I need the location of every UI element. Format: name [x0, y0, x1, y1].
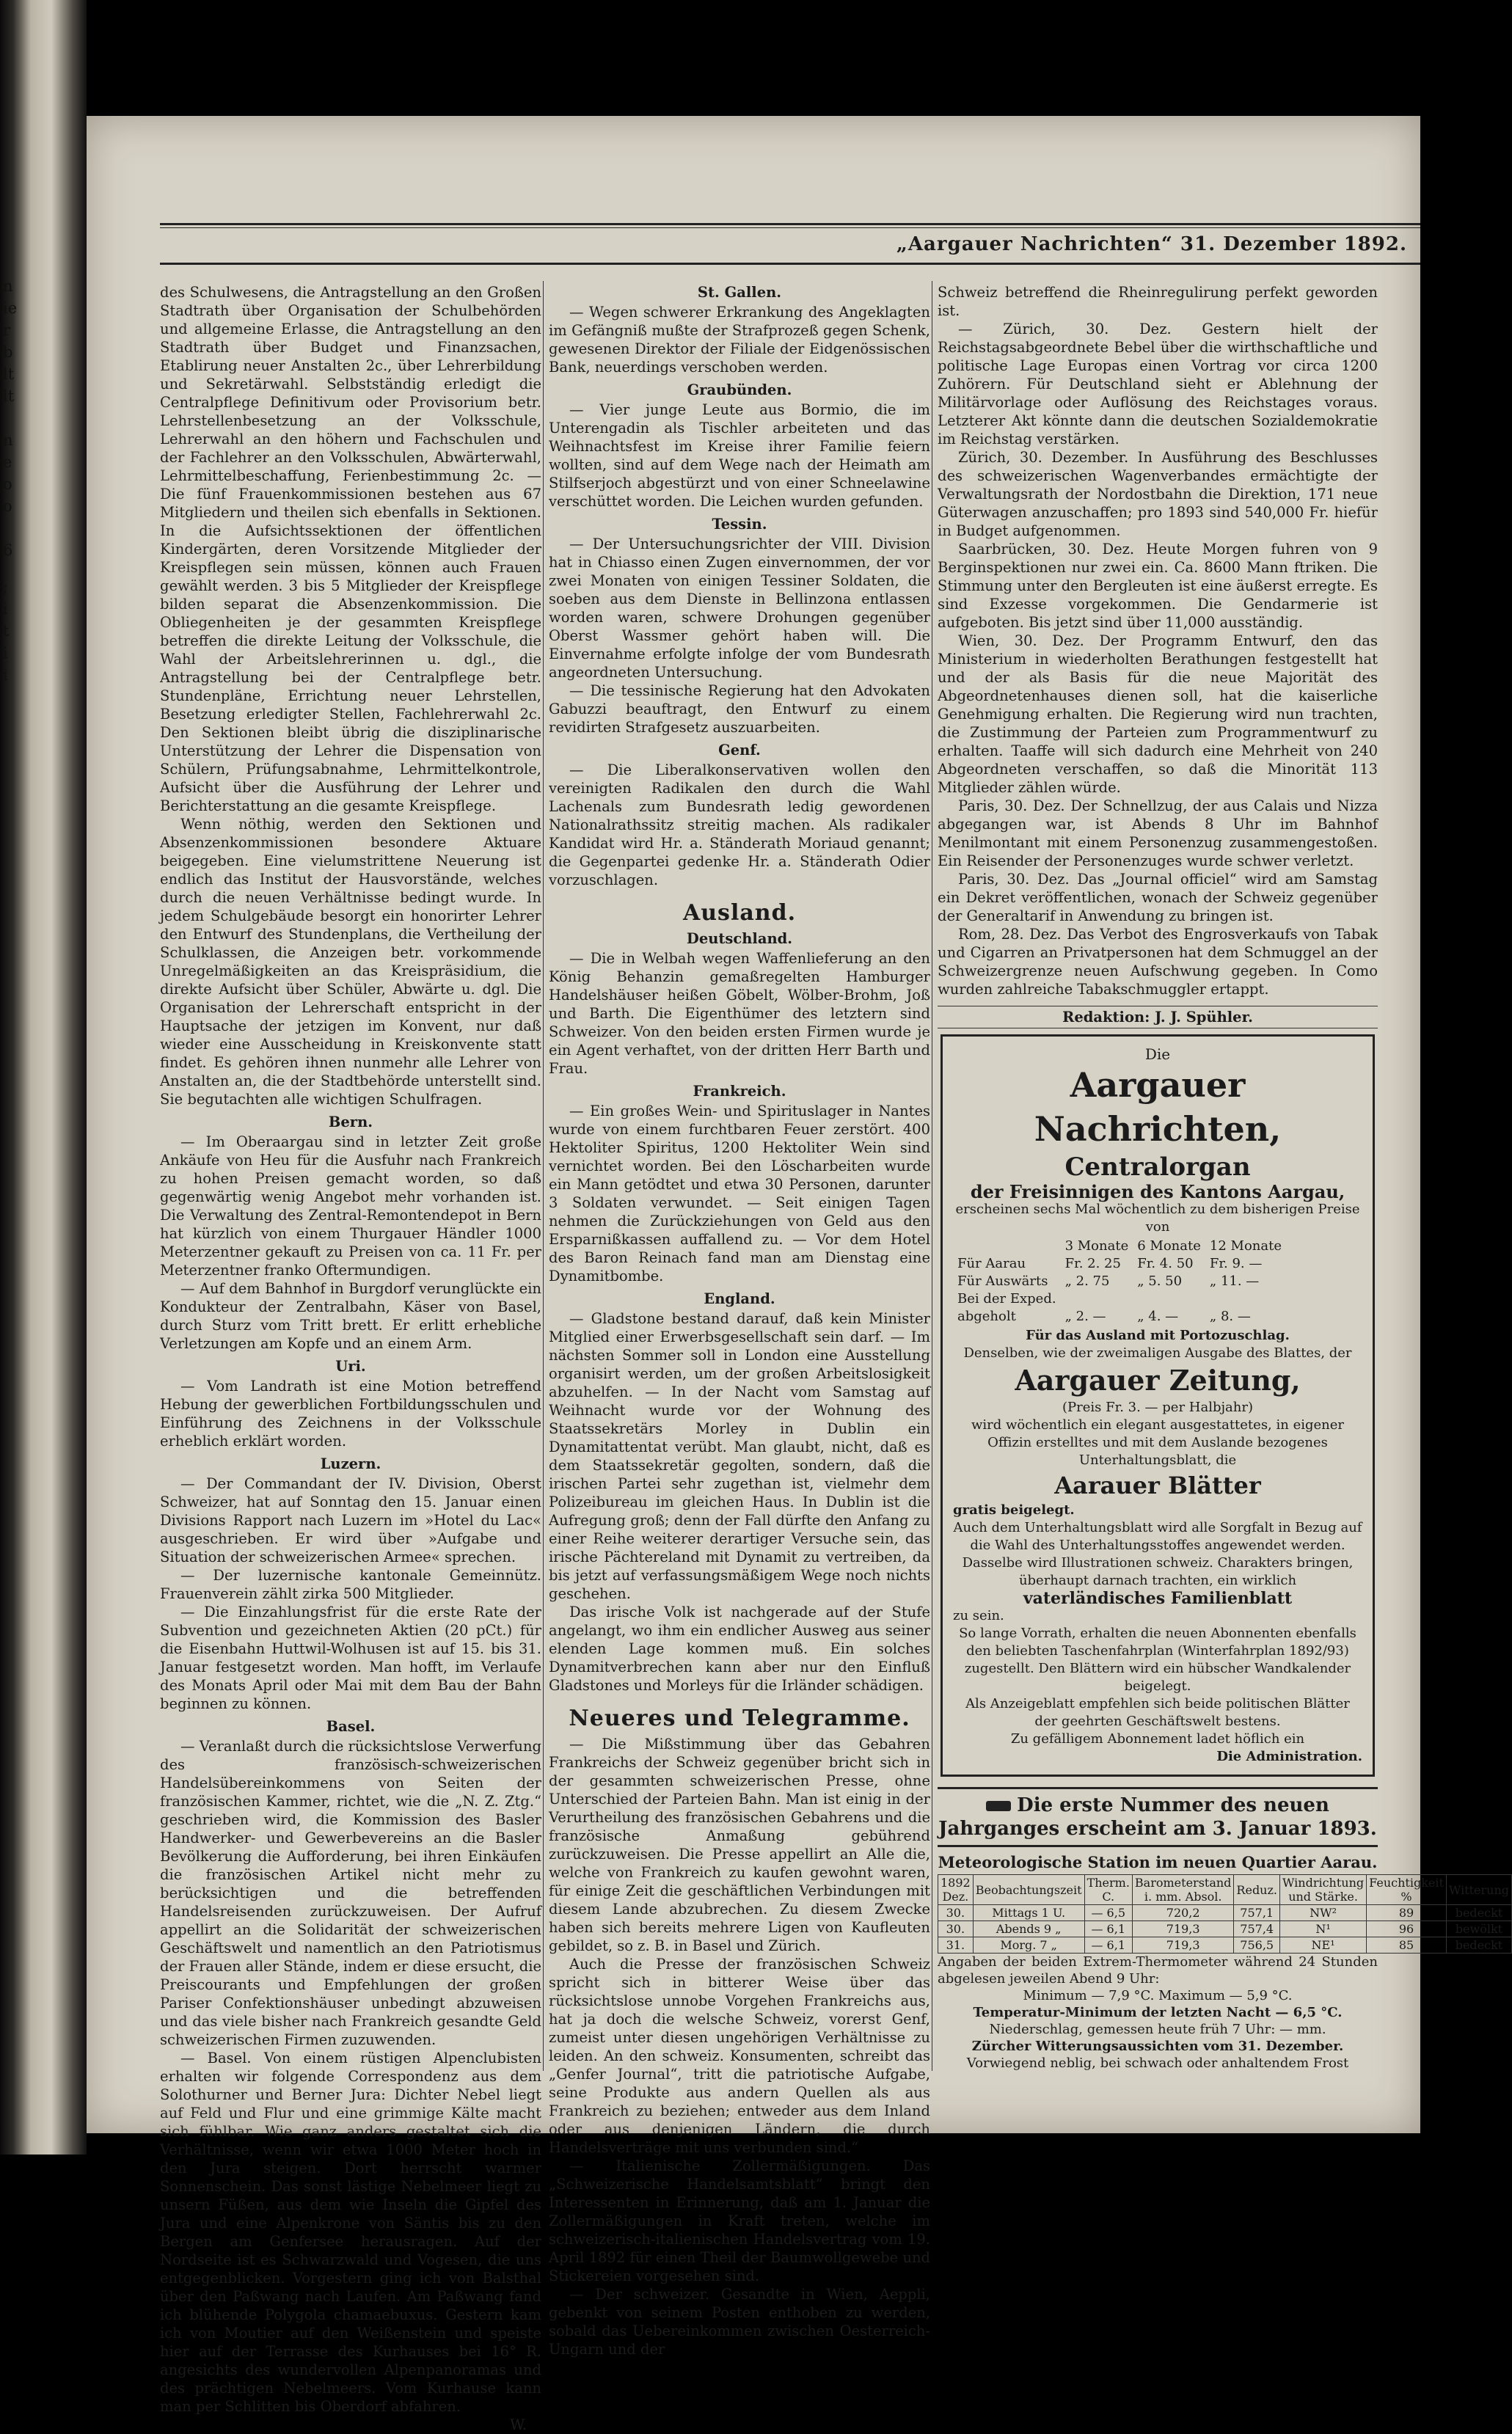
- article-paragraph: — Gladstone bestand darauf, daß kein Minister Mitglied einer Erwerbsgesellschaft sein darf. — Im nächsten Sommer soll in London eine Ausstellung organisirt werden, um der großen Arbeitslosigkeit abzuhelfen. — In der Nacht vom Samstag auf Weihnacht wurde vor der Wohnung des Staatssekretärs Morley in Dublin ein Dynamitattentat verübt. Man glaubt, nicht, daß es dem Staatssekretär gegolten, sondern, daß die irischen Partei sehr zugethan ist, vielmehr dem Polizeibureau im gleichen Haus. In Dublin ist die Aufregung groß; denn der Fall dürfte den Anfang zu einer Reihe weiterer derartiger Versuche sein, das irische Pächtereland mit Dynamit zu vertreiben, da bis jetzt auf verfassungsmäßigem Wege noch nichts geschehen.: [549, 1310, 930, 1602]
- article-paragraph: — Die Mißstimmung über das Gebahren Frankreichs der Schweiz gegenüber bricht sich in der gesammten schweizerischen Presse, ohne Unterschied der Parteien Bahn. Man ist einig in der Verurtheilung des französischen Gebahrens und die französische Anmaßung gebührend zurückzuweisen. Die Presse appellirt an Alle die, welche von Frankreich zu kaufen gewohnt waren, für einige Zeit die geschäftlichen Verbindungen mit diesem Lande abzubrechen. Zu diesem Zwecke haben sich bereits mehrere Ligen von Kaufleuten gebildet, so z. B. in Basel und Zürich.: [549, 1736, 930, 1954]
- article-paragraph: — Italienische Zollermäßigungen. Das „Schweizerische Handelsamtsblatt“ bringt den Interessenten in Erinnerung, daß am 1. Januar die Zollermäßigungen in Kraft treten, welche im schweizerisch-italienischen Handelsvertrag vom 19. April 1892 für einen Theil der Baumwollgewebe und Stickereien vorgesehen sind.: [549, 2157, 930, 2284]
- article-paragraph: Wien, 30. Dez. Der Programm Entwurf, den das Ministerium in wiederholten Berathungen festgestellt hat und der als Basis für die neue Majorität des Abgeordnetenhauses dienen soll, hat die kaiserliche Genehmigung erhalten. Die Regierung wird nun trachten, die Zustimmung der Parteien zum Programmentwurf zu erhalten. Taaffe will sich dadurch eine Mehrheit von 240 Abgeordneten verschaffen, so daß die Minorität 113 Mitglieder zählen würde.: [938, 632, 1378, 796]
- article-paragraph: — Ein großes Wein- und Spirituslager in Nantes wurde von einem furchtbaren Feuer zerstört. 400 Hektoliter Spiritus, 1200 Hektoliter Wein sind vernichtet worden. Bei den Löscharbeiten wurde ein Mann getödtet und etwa 30 Personen, darunter 3 Soldaten verwundet. — Seit einigen Tagen nehmen die Zurückziehungen von Geld aus den Ersparnißkassen auffallend zu. — Vor dem Hotel des Baron Reinach fand man am Dienstag eine Dynamitbombe.: [549, 1103, 930, 1284]
- price-cell: „ 5. 50: [1137, 1273, 1183, 1289]
- weather-cell: 756,5: [1234, 1937, 1280, 1954]
- article-paragraph: — Vom Landrath ist eine Motion betreffend Hebung der gewerblichen Fortbildungsschulen und Einführung des Zeichnens in der Volksschule erheblich erklärt worden.: [160, 1378, 541, 1450]
- left-fragment: lt: [3, 365, 15, 383]
- section-heading-stgallen: St. Gallen.: [697, 284, 782, 301]
- price-col-header: 3 Monate: [1064, 1238, 1129, 1254]
- weather-cell: 757,1: [1234, 1905, 1280, 1921]
- article-paragraph: — Die Liberalkonservativen wollen den vereinigten Radikalen den durch die Wahl Lachenals zum Bundesrath ledig gewordenen Nationalrathssitz streitig machen. Als radikaler Kandidat wird Hr. a. Ständerath Moriaud genannt; die Gegenpartei gedenke Hr. a. Ständerath Odier vorzuschlagen.: [549, 761, 930, 888]
- price-cell: „ 8. —: [1209, 1309, 1251, 1324]
- article-paragraph: Saarbrücken, 30. Dez. Heute Morgen fuhren von 9 Berginspektionen nur zwei ein. Ca. 8600 Mann ftriken. Die Stimmung unter den Bergleuten ist eine äußerst erregte. Es sind Exzesse vorgekommen. Die Gendarmerie ist aufgeboten. Bis jetzt sind über 11,000 ausständig.: [938, 541, 1378, 631]
- weather-cell: 30.: [938, 1905, 974, 1921]
- weather-row: [938, 1905, 1512, 1921]
- announcement-text: Die erste Nummer des neuen Jahrganges erscheint am 3. Januar 1893.: [938, 1794, 1377, 1840]
- weather-col-header: Reduz.: [1234, 1875, 1280, 1905]
- article-paragraph: des Schulwesens, die Antragstellung an den Großen Stadtrath über Organisation der Schulbehörden und allgemeine Erlasse, die Antragstellung an den Stadtrath über Budget und Finanzsachen, Etablirung neuer Anstalten 2c., über Lehrerbildung und Sekretärwahl. Selbstständig erledigt die Centralpflege Definitivum oder Provisorium betr. Lehrstellenbesetzung an der Volksschule, Lehrerwahl an den höhern und Fachschulen und der Fachlehrer an den Volksschulen, Abwärterwahl, Lehrmittelbeschaffung, Ferienbestimmung 2c. — Die fünf Frauenkommissionen bestehen aus 67 Mitgliedern und theilen sich ebenfalls in Sektionen. In die Aufsichtssektionen der öffentlichen Kindergärten, deren Vorsitzende Mitglieder der Kreispflegen sein müssen, können auch Frauen gewählt werden. 3 bis 5 Mitglieder der Kreispflege bilden separat die Absenzenkommission. Die Obliegenheiten je der gesammten Kreispflege betreffen die direkte Leitung der Volksschule, die Wahl der Arbeitslehrerinnen u. dgl., die Antragstellung bei der Centralpflege betr. Stundenpläne, Errichtung neuer Lehrstellen, Besetzung erledigter Stellen, Fachlehrerwahl 2c. Den Sektionen bleibt übrig die disziplinarische Unterstützung der Lehrer die Dispensation von Schülern, Prüfungsabnahme, Lehrmittelkontrole, Aufsicht über die Ausführung der Lehrer und Berichterstattung an die gesamte Kreispflege.: [160, 284, 541, 814]
- price-cell: „ 2. —: [1064, 1309, 1106, 1324]
- weather-table: [938, 1874, 1512, 1954]
- ad-erscheinen: erscheinen sechs Mal wöchentlich zu dem bisherigen Preise von: [955, 1202, 1360, 1235]
- ad-wird: wird wöchentlich ein elegant ausgestattetes, in eigener Offizin erstelltes und mit dem Auslande bezogenes Unterhaltungsblatt, die: [971, 1417, 1345, 1468]
- ad-vaterlaendisch: vaterländisches Familienblatt: [1023, 1589, 1293, 1608]
- left-fragment: i: [3, 666, 8, 684]
- weather-cell: Mittags 1 U.: [973, 1905, 1084, 1921]
- left-fragment: lt: [3, 387, 15, 405]
- header-rule-bottom: [160, 263, 1420, 265]
- weather-cell: Abends 9 „: [973, 1921, 1084, 1937]
- ad-zeitung: Aargauer Zeitung,: [1015, 1364, 1301, 1397]
- pointing-hand-icon: [986, 1801, 1011, 1811]
- weather-cell: bewölkt: [1446, 1921, 1511, 1937]
- ad-zu-gefaelligem: Zu gefälligem Abonnement ladet höflich ein: [1010, 1731, 1305, 1747]
- weather-col-header: Barometerstand i. mm. Absol.: [1132, 1875, 1234, 1905]
- article-paragraph: Zürich, 30. Dezember. In Ausführung des Beschlusses des schweizerischen Wagenverbandes ermächtigte der Verwaltungsrath der Nordostbahn die Direktion, 171 neue Güterwagen anzuschaffen; pro 1893 sind 540,000 Fr. hiefür in Budget aufgenommen.: [938, 449, 1378, 539]
- weather-cell: — 6,1: [1084, 1921, 1132, 1937]
- ad-zu-sein: zu sein.: [953, 1608, 1004, 1623]
- price-cell: „ 2. 75: [1064, 1273, 1110, 1289]
- article-paragraph: Rom, 28. Dez. Das Verbot des Engrosverkaufs von Tabak und Cigarren an Privatpersonen hat dem Schmuggel an der Schweizergrenze neuen Aufschwung gegeben. In Como wurden zahlreiche Tabakschmuggler ertappt.: [938, 926, 1378, 998]
- left-fragment: ;: [3, 578, 9, 596]
- ad-als: Als Anzeigeblatt empfehlen sich beide politischen Blätter der geehrten Geschäftswelt bestens.: [965, 1696, 1350, 1729]
- ad-preis: (Preis Fr. 3. — per Halbjahr): [1062, 1400, 1254, 1415]
- article-paragraph: Das irische Volk ist nachgerade auf der Stufe angelangt, wo ihm ein endlicher Ausweg aus seiner elenden Lage kommen muß. Ein solches Dynamitverbrechen kann aber nur den Einfluß Gladstones und Morleys für die Irländer schädigen.: [549, 1604, 930, 1694]
- weather-cell: NE¹: [1280, 1937, 1367, 1954]
- article-paragraph: Paris, 30. Dez. Der Schnellzug, der aus Calais und Nizza abgegangen war, ist Abends 8 Uhr im Bahnhof Menilmontant mit einem Personenzug zusammengestoßen. Ein Reisender der Personenzuges wurde schwer verletzt.: [938, 797, 1378, 869]
- ad-administration: Die Administration.: [1216, 1749, 1362, 1764]
- weather-extremes: Minimum — 7,9 °C. Maximum — 5,9 °C.: [1023, 1988, 1293, 2003]
- article-paragraph: — Der schweizer. Gesandte in Wien, Aeppli, gebenkt von seinem Posten enthoben zu werden, sobald das Uebereinkommen zwischen Oesterreich-Ungarn und der: [549, 2286, 930, 2358]
- weather-cell: 757,4: [1234, 1921, 1280, 1937]
- column-2: [549, 283, 930, 2358]
- weather-cell: N¹: [1280, 1921, 1367, 1937]
- article-paragraph: — Basel. Von einem rüstigen Alpenclubisten erhalten wir folgende Correspondenz aus dem Solothurner und Berner Jura: Dichter Nebel liegt auf Feld und Flur und eine grimmige Kälte macht sich fühlbar. Wie ganz anders gestaltet sich die Verhältnisse, wenn wir etwa 1000 Meter hoch in den Jura steigen. Dort herrscht warmer Sonnenschein. Das sonst lästige Nebelmeer liegt zu unsern Füßen, aus dem wie Inseln die Gipfel des Jura und eine Alpenkrone von Säntis bis zu den Bergen am Genfersee herausragen. Auf der Nordseite ist es Schwarzwald und Vogesen, die uns entgegenblicken. Vorgestern ging ich von Balsthal über den Paßwang nach Laufen. Am Paßwang fand ich blühende Polygola chamaebuxus. Gestern kam ich von Moutier auf den Weißenstein und speiste hier auf der Terrasse des Kurhauses bei 16° R. angesichts des wundervollen Alpenpanoramas und des prächtigen Nebelmeers. Vom Kurhause kann man per Schlitten bis Oberdorf abfahren.: [160, 2050, 541, 2415]
- price-row-label: abgeholt: [957, 1309, 1016, 1324]
- left-fragment: e: [3, 453, 12, 471]
- header-rule-top-thin: [160, 227, 1420, 228]
- weather-col-header: Therm. C.: [1084, 1875, 1132, 1905]
- column-3: [938, 283, 1510, 2071]
- article-paragraph: — Veranlaßt durch die rücksichtslose Verwerfung des französisch-schweizerischen Handelsübereinkommens von Seiten der französischen Kammer, richtet, wie die „N. Z. Ztg.“ geschrieben wird, die Kommission des Basler Handwerker- und Gewerbevereins an die Basler Bevölkerung die Aufforderung, bei ihren Einkäufen die französischen Artikel nicht mehr zu berücksichtigen und die betreffenden Handelsreisenden zurückzuweisen. Der Aufruf appellirt an die Solidarität der schweizerischen Geschäftswelt und namentlich an den Patriotismus der Frauen aller Stände, indem er diese ersucht, die Preiscourants und Empfehlungen der großen Pariser Confektionshäuser unbedingt abzuweisen und das viele bisher nach Frankreich gesandte Geld schweizerischen Firmen zuzuwenden.: [160, 1738, 541, 2048]
- weather-row: [938, 1921, 1512, 1937]
- weather-min-temp: Temperatur-Minimum der letzten Nacht — 6,5 °C.: [973, 2005, 1343, 2020]
- weather-cell: NW²: [1280, 1905, 1367, 1921]
- article-paragraph: Schweiz betreffend die Rheinregulirung perfekt geworden ist.: [938, 284, 1378, 319]
- column-divider: [543, 281, 544, 2071]
- section-heading-neueres: Neueres und Telegramme.: [569, 1706, 910, 1731]
- ad-so-lange: So lange Vorrath, erhalten die neuen Abonnenten ebenfalls den beliebten Taschenfahrplan (Winterfahrplan 1892/93) zugestellt. Den Blättern wird ein hübscher Wandkalender beigelegt.: [959, 1626, 1356, 1694]
- section-heading-basel: Basel.: [326, 1718, 376, 1735]
- weather-cell: 719,3: [1132, 1937, 1234, 1954]
- weather-col-header: Witterung: [1446, 1875, 1511, 1905]
- price-cell: „ 4. —: [1137, 1309, 1179, 1324]
- left-fragment: 6: [3, 541, 13, 559]
- price-row-label: Für Aarau: [957, 1256, 1026, 1271]
- price-row-label: Für Auswärts: [957, 1273, 1048, 1289]
- left-fragment: ie: [3, 299, 18, 317]
- ad-denselben: Denselben, wie der zweimaligen Ausgabe des Blattes, der: [963, 1345, 1352, 1361]
- ad-ausland: Für das Ausland mit Portozuschlag.: [1026, 1328, 1290, 1343]
- weather-forecast-title: Zürcher Witterungsaussichten vom 31. Dezember.: [971, 2039, 1344, 2054]
- article-paragraph: — Der Commandant der IV. Division, Oberst Schweizer, hat auf Sonntag den 15. Januar einen Divisions Rapport nach Luzern im »Hotel du Lac« ausgeschrieben. Er wird über »Aufgabe und Situation der schweizerischen Armee« sprechen.: [160, 1475, 541, 1565]
- article-paragraph: — Die Einzahlungsfrist für die erste Rate der Subvention und gezeichneten Aktien (20 pCt.) für die Eisenbahn Huttwil-Wolhusen ist auf 15. bis 31. Januar festgesetzt worden. Man hofft, im Verlaufe des Monats April oder Mai mit dem Bau der Bahn beginnen zu können.: [160, 1604, 541, 1712]
- ad-blaetter: Aarauer Blätter: [1054, 1472, 1261, 1499]
- section-heading-tessin: Tessin.: [712, 516, 767, 533]
- article-paragraph: Wenn nöthig, werden den Sektionen und Absenzenkommissionen besondere Aktuare beigegeben. Eine vielumstrittene Neuerung ist endlich das Institut der Hausvorstände, welches durch die neuen Verhältnisse bedingt wurde. In jedem Schulgebäude besorgt ein honorirter Lehrer den Entwurf des Stundenplans, die Vertheilung der Schulklassen, die Anzeigen betr. vorkommende Unregelmäßigkeiten an das Kreispräsidium, die direkte Aufsicht über Schüler, Abwärte u. dgl. Die Organisation der Lehrerschaft entspricht in der Hauptsache der jetzigen im Konvent, nur daß wieder eine Ausscheidung in Kreiskonvente statt findet. Es gehören ihnen nunmehr alle Lehrer von Anstalten an, die der Stadtbehörde unterstellt sind. Sie begutachten alle wichtigen Schulfragen.: [160, 816, 541, 1108]
- redaktion-line: Redaktion: J. J. Spühler.: [938, 1006, 1378, 1028]
- ad-centralorgan: Centralorgan: [1064, 1152, 1251, 1182]
- left-fragment: n: [3, 431, 13, 449]
- section-heading-genf: Genf.: [718, 742, 761, 759]
- article-paragraph: — Der Untersuchungsrichter der VIII. Division hat in Chiasso einen Zugen einvernommen, der vor zwei Monaten von einigen Tessiner Soldaten, die soeben aus dem Dienste in Bellinzona entlassen worden waren, schwere Drohungen gegenüber Oberst Wassmer gehört haben will. Die Einvernahme erfolgte infolge der vom Bundesrath angeordneten Untersuchung.: [549, 536, 930, 681]
- weather-cell: Morg. 7 „: [973, 1937, 1084, 1954]
- weather-cell: 719,3: [1132, 1921, 1234, 1937]
- weather-col-header: 1892 Dez.: [938, 1875, 974, 1905]
- article-paragraph: — Im Oberaargau sind in letzter Zeit große Ankäufe von Heu für die Ausfuhr nach Frankreich zu hohen Preisen gemacht worden, so daß gegenwärtig wenig Angebot mehr vorhanden ist. Die Verwaltung des Zentral-Remontendepot in Bern hat kürzlich von einem Thurgauer Händler 1000 Meterzentner gekauft zu Preisen von ca. 11 Fr. per Meterzentner franko Oftermundigen.: [160, 1133, 541, 1279]
- ad-title: Aargauer Nachrichten,: [1034, 1065, 1282, 1149]
- article-paragraph: — Wegen schwerer Erkrankung des Angeklagten im Gefängniß mußte der Strafprozeß gegen Schenk, gewesenen Direktor der Filiale der Eidgenössischen Bank, neuerdings verschoben werden.: [549, 304, 930, 376]
- price-col-header: 12 Monate: [1209, 1238, 1282, 1254]
- page-header: „Aargauer Nachrichten“ 31. Dezember 1892.: [896, 233, 1407, 255]
- weather-cell: 96: [1367, 1921, 1447, 1937]
- weather-cell: 31.: [938, 1937, 974, 1954]
- column-1: [160, 283, 541, 2433]
- ad-auch: Auch dem Unterhaltungsblatt wird alle Sorgfalt in Bezug auf die Wahl des Unterhaltungsstoffes angewendet werden. Dasselbe wird Illustrationen schweiz. Charakters bringen, überhaupt darnach trachten, ein wirklich: [953, 1520, 1362, 1588]
- adjacent-page-strip: [0, 0, 87, 2155]
- subscription-advertisement: [941, 1034, 1375, 1777]
- left-fragment: n: [3, 277, 13, 295]
- section-heading-bern: Bern.: [328, 1114, 373, 1130]
- left-fragment: i: [3, 600, 8, 618]
- weather-footnote: Angaben der beiden Extrem-Thermometer während 24 Stunden abgelesen jeweilen Abend 9 Uhr:: [938, 1954, 1378, 1987]
- ad-freisinnigen: der Freisinnigen des Kantons Aargau,: [970, 1181, 1345, 1202]
- article-signature: W.: [510, 2416, 527, 2433]
- left-fragment: t: [3, 622, 10, 640]
- weather-station-title: Meteorologische Station im neuen Quartier Aarau.: [938, 1853, 1378, 1871]
- weather-cell: 720,2: [1132, 1905, 1234, 1921]
- article-paragraph: — Die tessinische Regierung hat den Advokaten Gabuzzi beauftragt, den Entwurf zu einem revidirten Strafgesetz auszuarbeiten.: [549, 682, 930, 736]
- article-paragraph: — Der luzernische kantonale Gemeinnütz. Frauenverein zählt zirka 500 Mitglieder.: [160, 1567, 541, 1602]
- weather-precipitation: Niederschlag, gemessen heute früh 7 Uhr: — mm.: [989, 2022, 1326, 2037]
- weather-cell: bedeckt: [1446, 1937, 1511, 1954]
- left-fragment: o: [3, 475, 12, 493]
- section-heading-uri: Uri.: [335, 1358, 366, 1375]
- weather-row: [938, 1937, 1512, 1954]
- price-cell: Fr. 9. —: [1209, 1256, 1263, 1271]
- newspaper-page: [87, 116, 1510, 2433]
- article-paragraph: — Vier junge Leute aus Bormio, die im Unterengadin als Tischler arbeiteten und das Weihnachtsfest im Kreise ihrer Familie feiern wollten, sind auf dem Wege nach der Heimath am Stilfserjoch abgestürzt und von einer Schneelawine verschüttet worden. Die Leichen wurden gefunden.: [549, 401, 930, 510]
- article-paragraph: Auch die Presse der französischen Schweiz spricht sich in bitterer Weise über das rücksichtslose unnobe Vorgehen Frankreichs aus, hat ja doch die welsche Schweiz, vorerst Genf, zumeist unter diesen ungehörigen Verhältnisse zu leiden. An den schweiz. Konsumenten, schreibt das „Genfer Journal“, tritt die patriotische Aufgabe, seine Produkte aus andern Quellen als aus Frankreich zu beziehen; entweder aus dem Inland oder aus denjenigen Ländern, die durch Handelsverträge mit uns verbunden sind.“: [549, 1956, 930, 2156]
- article-paragraph: Paris, 30. Dez. Das „Journal officiel“ wird am Samstag ein Dekret veröffentlichen, wonach der Schweiz gegenüber der Generaltarif in Anwendung zu bringen ist.: [938, 871, 1378, 924]
- left-fragment: b: [3, 343, 13, 361]
- weather-cell: bedeckt: [1446, 1905, 1511, 1921]
- weather-cell: — 6,5: [1084, 1905, 1132, 1921]
- section-heading-frankreich: Frankreich.: [693, 1083, 786, 1100]
- article-paragraph: — Auf dem Bahnhof in Burgdorf verunglückte ein Kondukteur der Zentralbahn, Käser von Basel, durch Sturz vom Tritt brett. Er erlitt erhebliche Verletzungen am Kopfe und an einem Arm.: [160, 1280, 541, 1352]
- weather-cell: 85: [1367, 1937, 1447, 1954]
- section-heading-ausland: Ausland.: [682, 900, 797, 926]
- left-fragment: r: [3, 321, 11, 339]
- announcement: [938, 1787, 1378, 1847]
- price-cell: „ 11. —: [1209, 1273, 1260, 1289]
- weather-col-header: Beobachtungszeit: [973, 1875, 1084, 1905]
- ad-gratis: gratis beigelegt.: [953, 1502, 1075, 1518]
- weather-cell: — 6,1: [1084, 1937, 1132, 1954]
- ad-die: Die: [1144, 1045, 1171, 1063]
- price-cell: Fr. 2. 25: [1064, 1256, 1121, 1271]
- price-col-header: 6 Monate: [1137, 1238, 1201, 1254]
- ad-price-table: [953, 1238, 1286, 1326]
- header-rule-top: [160, 223, 1420, 225]
- weather-cell: 30.: [938, 1921, 974, 1937]
- left-fragment: o: [3, 497, 12, 515]
- article-paragraph: — Zürich, 30. Dez. Gestern hielt der Reichstagsabgeordnete Bebel über die wirthschaftliche und politische Lage Europas einen Vortrag vor circa 1200 Zuhörern. Für Deutschland sieht er Ablehnung der Militärvorlage oder Auflösung des Reichstages voraus. Letzterer Akt könnte dann die deutschen Sozialdemokratie im Reichstag verstärken.: [938, 321, 1378, 447]
- price-row-label: Bei der Exped.: [957, 1291, 1056, 1306]
- left-fragment: i: [3, 644, 8, 662]
- article-paragraph: — Die in Welbah wegen Waffenlieferung an den König Behanzin gemaßregelten Hamburger Handelshäuser heißen Göbelt, Wölber-Brohm, Joß und Barth. Die Eigenthümer des letztern sind Schweizer. Von den beiden ersten Firmen wurde je ein Agent verhaftet, von der dritten Herr Barth und Frau.: [549, 950, 930, 1077]
- section-heading-graubuenden: Graubünden.: [687, 381, 792, 398]
- price-cell: Fr. 4. 50: [1137, 1256, 1194, 1271]
- weather-cell: 89: [1367, 1905, 1447, 1921]
- weather-col-header: Feuchtigkeit %: [1367, 1875, 1447, 1905]
- section-heading-luzern: Luzern.: [320, 1455, 381, 1472]
- weather-col-header: Windrichtung und Stärke.: [1280, 1875, 1367, 1905]
- section-heading-deutschland: Deutschland.: [686, 930, 793, 947]
- section-heading-england: England.: [704, 1290, 775, 1307]
- weather-forecast: Vorwiegend neblig, bei schwach oder anhaltendem Frost: [966, 2055, 1349, 2071]
